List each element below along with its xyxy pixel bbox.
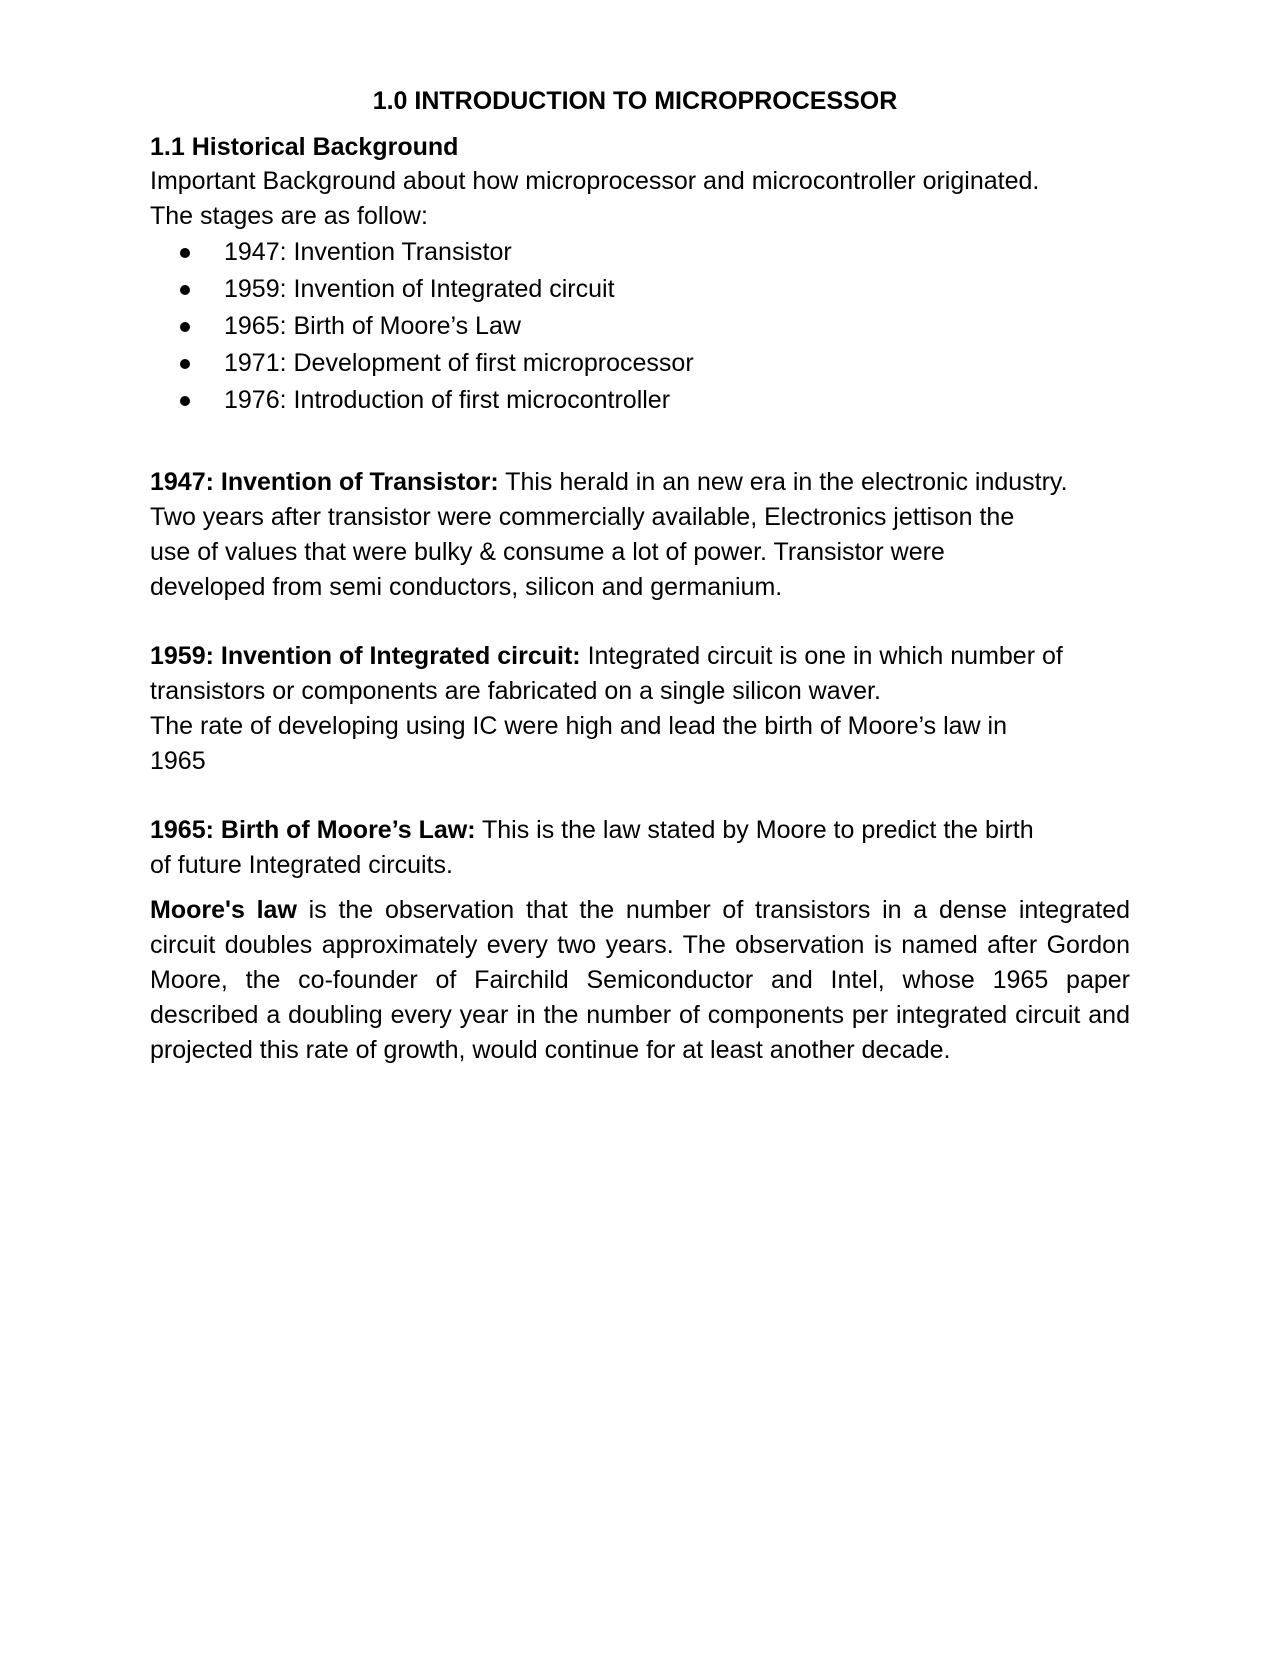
bullet-icon: [180, 248, 190, 258]
list-item: [180, 308, 1130, 345]
list-item: [180, 345, 1130, 382]
paragraph-line: [150, 465, 1130, 500]
moores-law-paragraph: [150, 893, 1130, 1068]
stages-list: [150, 234, 1130, 419]
paragraph-line: Two years after transistor were commercially available, Electronics jettison the: [150, 503, 1015, 531]
document-page: [150, 84, 1130, 1068]
paragraph-line: [150, 813, 1130, 848]
section-heading: 1965: Birth of Moore’s Law:: [150, 816, 476, 844]
paragraph-line: 1965: [150, 747, 206, 775]
paragraph-text: This is the law stated by Moore to predict the birth: [475, 816, 1034, 844]
list-item: [180, 271, 1130, 308]
paragraph-text: Integrated circuit is one in which number of: [580, 642, 1063, 670]
ic-section: [150, 639, 1130, 779]
list-item: [180, 234, 1130, 271]
paragraph-text: This herald in an new era in the electronic industry.: [498, 468, 1068, 496]
list-item-text: 1965: Birth of Moore’s Law: [224, 312, 521, 340]
bullet-icon: [180, 396, 190, 406]
section-heading: 1959: Invention of Integrated circuit:: [150, 642, 581, 670]
paragraph-text: is the observation that the number of transistors in a dense integrated circuit doubles approximately every two years. The observation is named after Gordon Moore, the co-founder of Fairchild Semiconductor and Intel, whose 1965 paper described a doubling every year in the number of components per integrated circuit and projected this rate of growth, would continue for at least another decade.: [150, 896, 1131, 1064]
intro-line: The stages are as follow:: [150, 202, 428, 230]
intro-line: Important Background about how microprocessor and microcontroller originated.: [150, 167, 1040, 195]
section-title: 1.1 Historical Background: [150, 133, 459, 161]
paragraph-line: of future Integrated circuits.: [150, 851, 453, 879]
list-item: [180, 382, 1130, 419]
bullet-icon: [180, 285, 190, 295]
list-item-text: 1947: Invention Transistor: [224, 238, 512, 266]
bullet-icon: [180, 359, 190, 369]
transistor-section: [150, 465, 1130, 605]
list-item-text: 1959: Invention of Integrated circuit: [224, 275, 615, 303]
moore-section: [150, 813, 1130, 883]
paragraph-line: The rate of developing using IC were high and lead the birth of Moore’s law in: [150, 712, 1007, 740]
list-item-text: 1971: Development of first microprocessor: [224, 349, 694, 377]
paragraph-line: [150, 639, 1130, 674]
paragraph-line: transistors or components are fabricated on a single silicon waver.: [150, 677, 881, 705]
paragraph-line: use of values that were bulky & consume a lot of power. Transistor were: [150, 538, 945, 566]
list-item-text: 1976: Introduction of first microcontroller: [224, 386, 671, 414]
section-heading: Moore's law: [150, 896, 297, 924]
page-title: 1.0 INTRODUCTION TO MICROPROCESSOR: [372, 87, 898, 115]
paragraph-line: developed from semi conductors, silicon and germanium.: [150, 573, 783, 601]
bullet-icon: [180, 322, 190, 332]
section-heading: 1947: Invention of Transistor:: [150, 468, 499, 496]
